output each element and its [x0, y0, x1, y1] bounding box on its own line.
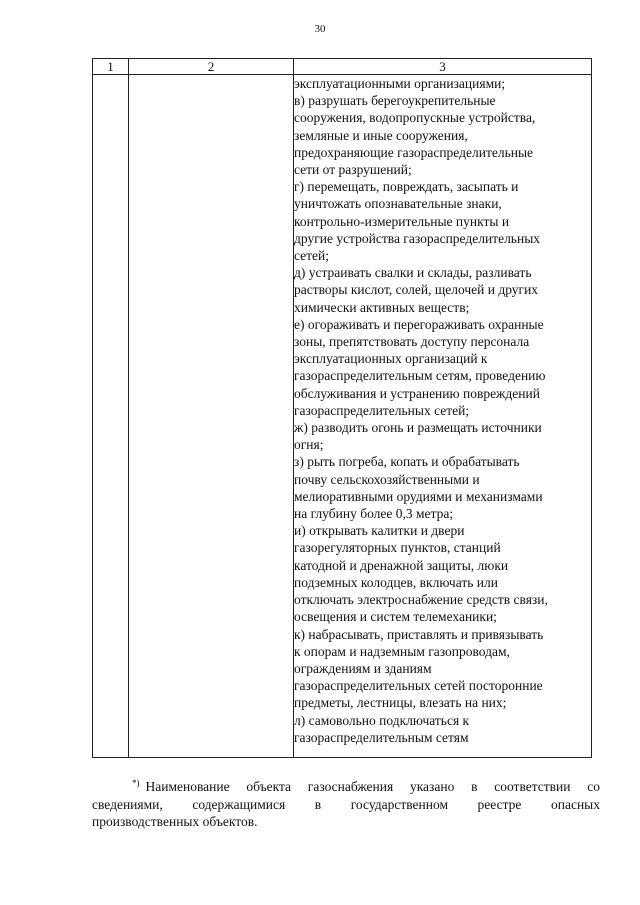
- text-line: газораспределительным сетям: [294, 729, 469, 745]
- text-line: газораспределительных сетей посторонние: [294, 678, 543, 694]
- text-line: д) устраивать свалки и склады, разливать: [294, 265, 532, 281]
- column-header-3: 3: [294, 59, 592, 75]
- text-line: л) самовольно подключаться к: [294, 712, 470, 728]
- column-header-1: 1: [93, 59, 129, 75]
- footnote-line-2: сведениями, содержащимися в государственном реестре опасных: [92, 796, 600, 812]
- column-header-2: 2: [129, 59, 294, 75]
- text-line: химически активных веществ;: [294, 299, 470, 315]
- text-line: эксплуатационными организациями;: [294, 76, 506, 91]
- footnote-line-3: производственных объектов.: [92, 814, 258, 830]
- footnote-line-1: [92, 775, 600, 796]
- text-line: предметы, лестницы, влезать на них;: [294, 695, 507, 711]
- table-header-row: [93, 59, 592, 75]
- text-line: к) набрасывать, приставлять и привязывать: [294, 626, 544, 642]
- text-line: предохраняющие газораспределительные: [294, 144, 534, 160]
- text-line: уничтожать опознавательные знаки,: [294, 196, 502, 212]
- text-line: растворы кислот, солей, щелочей и других: [294, 282, 539, 298]
- text-line: на глубину более 0,3 метра;: [294, 506, 454, 522]
- cell-col-2: [129, 75, 294, 758]
- text-line: катодной и дренажной защиты, люки: [294, 557, 509, 573]
- cell-col-1: [93, 75, 129, 758]
- text-line: в) разрушать берегоукрепительные: [294, 93, 496, 109]
- text-line: сооружения, водопропускные устройства,: [294, 110, 536, 126]
- text-line: другие устройства газораспределительных: [294, 230, 541, 246]
- cell-col-3: [294, 75, 592, 758]
- footnote-text: Наименование объекта газоснабжения указано в соответствии со: [145, 779, 600, 794]
- text-line: почву сельскохозяйственными и: [294, 471, 480, 487]
- document-table: [92, 58, 592, 758]
- text-line: газораспределительных сетей;: [294, 402, 470, 418]
- text-line: к опорам и надземным газопроводам,: [294, 643, 510, 659]
- text-line: зоны, препятствовать доступу персонала: [294, 334, 530, 350]
- text-line: освещения и систем телемеханики;: [294, 609, 497, 625]
- text-line: земляные и иные сооружения,: [294, 127, 468, 143]
- text-line: огня;: [294, 437, 324, 453]
- page-number: 30: [314, 23, 326, 35]
- text-line: отключать электроснабжение средств связи,: [294, 592, 548, 608]
- text-line: ограждениям и зданиям: [294, 660, 432, 676]
- footnote-marker: *): [132, 778, 140, 788]
- text-line: газорегуляторных пунктов, станций: [294, 540, 501, 556]
- text-line: г) перемещать, повреждать, засыпать и: [294, 179, 519, 195]
- text-line: подземных колодцев, включать или: [294, 574, 498, 590]
- text-line: и) открывать калитки и двери: [294, 523, 465, 539]
- text-line: сети от разрушений;: [294, 162, 412, 178]
- footnote: [92, 775, 600, 831]
- text-line: газораспределительным сетям, проведению: [294, 368, 546, 384]
- text-line: контрольно-измерительные пункты и: [294, 213, 510, 229]
- text-line: мелиоративными орудиями и механизмами: [294, 488, 543, 504]
- text-line: ж) разводить огонь и размещать источники: [294, 420, 542, 436]
- table-row: [93, 75, 592, 758]
- text-line: эксплуатационных организаций к: [294, 351, 488, 367]
- text-line: з) рыть погреба, копать и обрабатывать: [294, 454, 520, 470]
- text-line: сетей;: [294, 248, 330, 264]
- text-line: обслуживания и устранению повреждений: [294, 385, 540, 401]
- text-line: е) огораживать и перегораживать охранные: [294, 316, 544, 332]
